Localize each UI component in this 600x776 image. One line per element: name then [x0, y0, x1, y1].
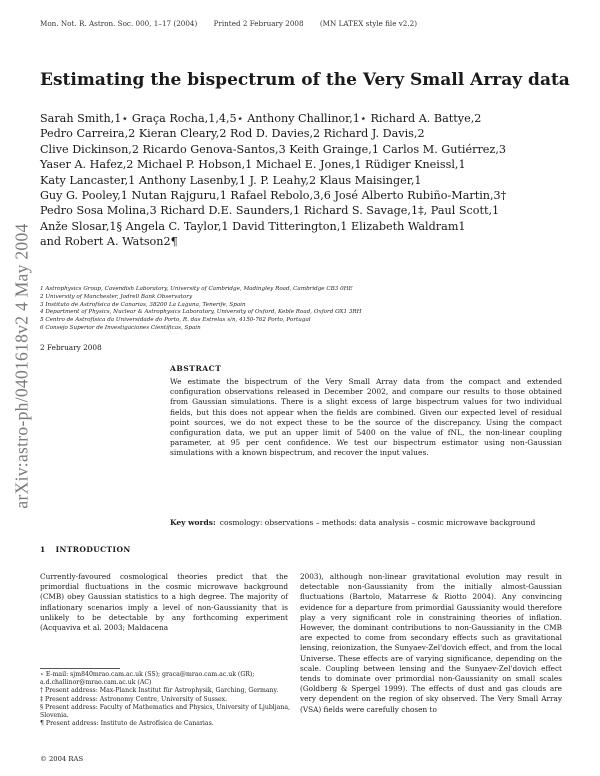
abstract-heading: ABSTRACT	[170, 364, 222, 373]
affiliation: 1 Astrophysics Group, Cavendish Laboratory, University of Cambridge, Madingley Road, Cambridge CB3 0HE	[40, 286, 353, 292]
keywords-label: Key words:	[170, 518, 216, 527]
abstract-text: We estimate the bispectrum of the Very Small Array data from the compact and extended configuration observations released in December 2002, and compare our results to those obtained from Gaussian simulations. There is a slight excess of large bispectrum values for two individual fields, but this does not appear when the fields are combined. Given our expected level of residual point sources, we do not expect these to be the source of the discrepancy. Using the compact configuration data, we put an upper limit of 5400 on the value of fNL, the non-linear coupling parameter, at 95 per cent confidence. We test our bispectrum estimator using non-Gaussian simulations with a known bispectrum, and recover the input values.	[170, 377, 562, 458]
footnote-rule	[40, 668, 120, 669]
arxiv-identifier: arXiv:astro-ph/0401618v2 4 May 2004	[11, 223, 32, 509]
footnote: † Present address: Max-Planck Institut für Astrophysik, Garching, Germany.	[40, 687, 279, 695]
section-number: 1	[40, 545, 46, 554]
author-line: Guy G. Pooley,1 Nutan Rajguru,1 Rafael Rebolo,3,6 José Alberto Rubiño-Martin,3†	[40, 189, 507, 203]
affiliation: 2 University of Manchester, Jodrell Bank Observatory	[40, 293, 193, 300]
copyright: © 2004 RAS	[40, 755, 84, 763]
author-line: Anže Slosar,1§ Angela C. Taylor,1 David Titterington,1 Elizabeth Waldram1	[40, 219, 466, 233]
author-line: Sarah Smith,1⋆ Graça Rocha,1,4,5⋆ Anthony Challinor,1⋆ Richard A. Battye,2	[40, 112, 482, 125]
paper-title: Estimating the bispectrum of the Very Small Array data	[40, 70, 570, 90]
footnote: ⋆ E-mail: sjm840mrao.cam.ac.uk (SS); graca@mrao.cam.ac.uk (GR); a.d.challinor@mrao.cam.ac.uk (AC)	[40, 671, 255, 687]
author-line: Katy Lancaster,1 Anthony Lasenby,1 J. P. Leahy,2 Klaus Maisinger,1	[40, 173, 422, 187]
author-line: and Robert A. Watson2¶	[40, 235, 178, 249]
keywords-text: cosmology: observations – methods: data analysis – cosmic microwave background	[219, 518, 536, 527]
section-title: INTRODUCTION	[55, 545, 131, 554]
author-line: Clive Dickinson,2 Ricardo Genova-Santos,3 Keith Grainge,1 Carlos M. Gutiérrez,3	[40, 142, 506, 156]
affiliation-list	[40, 286, 540, 333]
affiliation: 6 Consejo Superior de Investigaciones Científicas, Spain	[40, 324, 201, 331]
footnotes	[40, 671, 290, 728]
author-list	[40, 111, 560, 250]
arxiv-sidebar	[10, 176, 34, 556]
affiliation: 4 Department of Physics, Nuclear & Astrophysics Laboratory, University of Oxford, Keble Road, Oxford OX1 3RH	[40, 309, 362, 316]
printed-date: Printed 2 February 2008	[213, 19, 304, 28]
footnote: ‡ Present address: Astronomy Centre, University of Sussex.	[40, 695, 228, 703]
style-file: (MN LATEX style file v2.2)	[319, 19, 418, 28]
footnote: § Present address: Faculty of Mathematics and Physics, University of Ljubljana, Slovenia.	[40, 703, 291, 720]
keywords	[170, 518, 562, 528]
author-line: Pedro Carreira,2 Kieran Cleary,2 Rod D. Davies,2 Richard J. Davis,2	[40, 127, 425, 141]
running-header	[40, 19, 431, 28]
section-heading	[40, 545, 131, 554]
affiliation: 5 Centro de Astrofísica da Universidade do Porto, R. das Estrelas s/n, 4150-762 Porto, Portugal	[40, 317, 311, 324]
footnote: ¶ Present address: Instituto de Astrofísica de Canarias.	[40, 720, 214, 728]
body-column-left: Currently-favoured cosmological theories predict that the primordial fluctuations in the cosmic microwave background (CMB) obey Gaussian statistics to a high degree. The majority of inflationary scenarios imply a level of non-Gaussianity that is unlikely to be detectable by any forthcoming experiment (Acquaviva et al. 2003; Maldacena	[40, 572, 288, 633]
author-line: Yaser A. Hafez,2 Michael P. Hobson,1 Michael E. Jones,1 Rüdiger Kneissl,1	[40, 158, 466, 172]
received-date: 2 February 2008	[40, 343, 102, 352]
affiliation: 3 Instituto de Astrofísica de Canarias, 38200 La Laguna, Tenerife, Spain	[40, 301, 246, 308]
body-column-right: 2003), although non-linear gravitational evolution may result in detectable non-Gaussianity from the initially almost-Gaussian fluctuations (Bartolo, Matarrese & Riotto 2004). Any convincing evidence for a departure from primordial Gaussianity would therefore play a very significant role in constraining theories of inflation. However, the dominant contributions to non-Gaussianity in the CMB are expected to come from secondary effects such as gravitational lensing, reionization, the Sunyaev-Zel'dovich effect, and from the local Universe. These effects are of varying significance, depending on the scale. Coupling between lensing and the Sunyaev-Zel'dovich effect tends to dominate over primordial non-Gaussianity on small scales (Goldberg & Spergel 1999). The effects of dust and gas clouds are very dependent on the region of sky observed. The Very Small Array (VSA) fields were carefully chosen to	[300, 572, 562, 714]
journal-citation: Mon. Not. R. Astron. Soc. 000, 1–17 (2004)	[40, 19, 198, 28]
author-line: Pedro Sosa Molina,3 Richard D.E. Saunders,1 Richard S. Savage,1‡, Paul Scott,1	[40, 204, 500, 218]
